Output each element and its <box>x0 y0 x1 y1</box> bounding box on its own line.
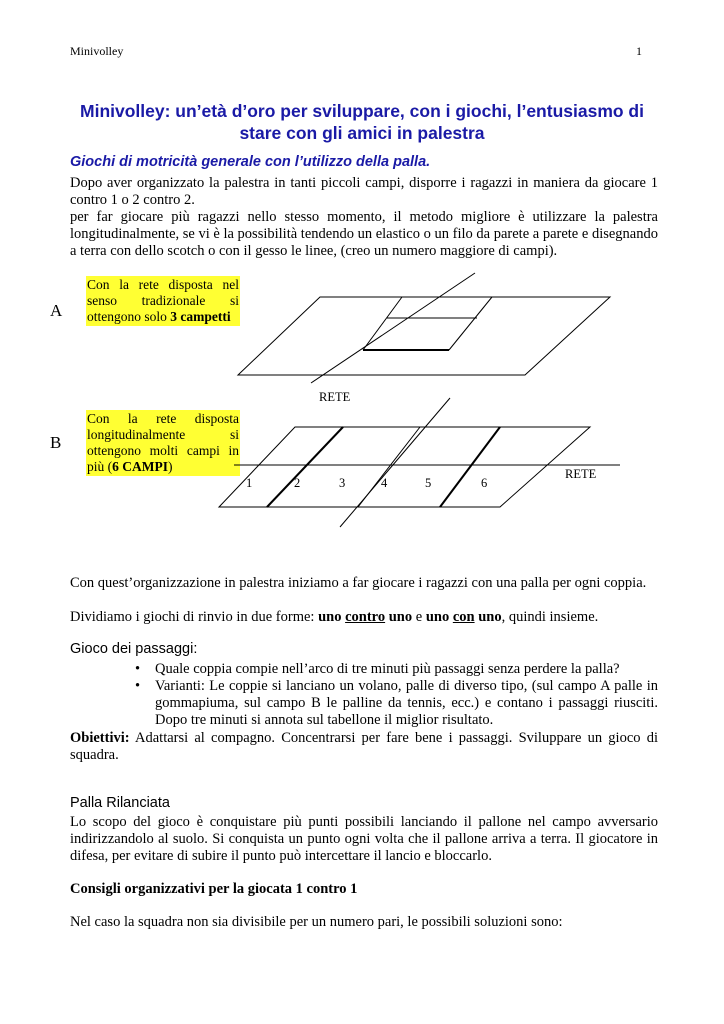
objectives-text: Adattarsi al compagno. Concentrarsi per fare bene i passaggi. Sviluppare un gioco di squadra. <box>70 730 658 763</box>
objectives-paragraph <box>70 730 658 764</box>
figure-b-note-text: Con la rete disposta longitudinalmente si ottengono molti campi in più ( <box>87 411 239 474</box>
court-number: 4 <box>381 476 388 490</box>
forms-term-word: uno <box>318 609 346 625</box>
list-item: • Quale coppia compie nell’arco di tre minuti più passaggi senza perdere la palla? <box>135 661 658 678</box>
forms-term <box>318 609 412 625</box>
objectives-label: Obiettivi: <box>70 730 130 746</box>
figure-b-net-label: RETE <box>565 467 597 481</box>
palla-rilanciata-paragraph: Lo scopo del gioco è conquistare più punti possibili lanciando il pallone nel campo avversario indirizzandolo al suolo. Si conquista un punto ogni volta che il pallone arriva a terra. Il giocatore in difesa, per evitare di subire il punto può intercettare il lancio e bloccarlo. <box>70 814 658 864</box>
court-number: 5 <box>425 476 432 490</box>
figure-a-letter: A <box>50 301 63 320</box>
court-b-outline <box>219 427 590 507</box>
forms-term-underlined: con <box>452 609 475 625</box>
consigli-heading: Consigli organizzativi per la giocata 1 contro 1 <box>70 881 358 897</box>
court-a-divider <box>449 297 492 350</box>
forms-term-word: uno <box>474 609 502 625</box>
intro-paragraph: Dopo aver organizzato la palestra in tanti piccoli campi, disporre i ragazzi in maniera da giocare 1 contro 1 o 2 contro 2. <box>70 175 658 208</box>
court-b-divider <box>267 427 346 507</box>
court-b-divider <box>358 427 420 507</box>
palla-rilanciata-heading: Palla Rilanciata <box>70 795 170 811</box>
passing-game-list <box>135 661 658 729</box>
court-number: 6 <box>481 476 488 490</box>
figure-a-note-bold: 3 campetti <box>170 309 231 324</box>
figure-a-net-label: RETE <box>319 390 351 404</box>
forms-term-underlined: contro <box>345 609 386 625</box>
page-number: 1 <box>636 44 642 58</box>
figure-b-note-bold: 6 CAMPI <box>112 459 168 474</box>
figure-b-note-end: ) <box>168 459 173 474</box>
forms-term-word: uno <box>425 609 453 625</box>
forms-term-word: uno <box>385 609 413 625</box>
court-a-divider <box>363 297 402 350</box>
court-number: 2 <box>294 476 301 490</box>
forms-text: Dividiamo i giochi di rinvio in due forme: <box>70 609 319 625</box>
court-b-diagram <box>219 398 620 527</box>
court-number: 3 <box>339 476 346 490</box>
court-b-divider <box>440 427 500 507</box>
court-b-cross-line <box>340 398 450 527</box>
passing-game-heading: Gioco dei passaggi: <box>70 641 198 657</box>
court-number: 1 <box>246 476 253 490</box>
forms-text: , quindi insieme. <box>501 609 599 625</box>
forms-term <box>426 609 502 625</box>
page-title: Minivolley: un’età d’oro per sviluppare, con i giochi, l’entusiasmo di stare con gli amici in palestra <box>80 101 644 143</box>
court-a-net-line <box>311 273 475 383</box>
list-item: • Varianti: Le coppie si lanciano un volano, palle di diverso tipo, (sul campo A palle in gommapiuma, sul campo B le palline da tennis, ecc.) e contano i passaggi riusciti. Dopo tre minuti si annota sul tabellone il miglior risultato. <box>135 678 658 729</box>
final-paragraph: Nel caso la squadra non sia divisibile per un numero pari, le possibili soluzioni sono: <box>70 914 563 930</box>
court-a-diagram <box>238 273 610 383</box>
forms-text: e <box>412 609 426 625</box>
section-heading: Giochi di motricità generale con l’utilizzo della palla. <box>70 154 431 170</box>
figure-a-note-text: Con la rete disposta nel senso tradizionale si ottengono solo <box>87 277 239 324</box>
figure-b-letter: B <box>50 433 62 452</box>
organization-paragraph: Con quest’organizzazione in palestra iniziamo a far giocare i ragazzi con una palla per ogni coppia. <box>70 575 647 591</box>
method-paragraph: per far giocare più ragazzi nello stesso momento, il metodo migliore è utilizzare la palestra longitudinalmente, se vi è la possibilità tendendo un elastico o un filo da parete a parete e disegnando a terra con dello scotch o con il gesso le linee, (creo un numero maggiore di campi). <box>70 209 658 259</box>
forms-paragraph <box>70 609 658 626</box>
running-title: Minivolley <box>70 44 124 58</box>
court-a-outline <box>238 297 610 375</box>
